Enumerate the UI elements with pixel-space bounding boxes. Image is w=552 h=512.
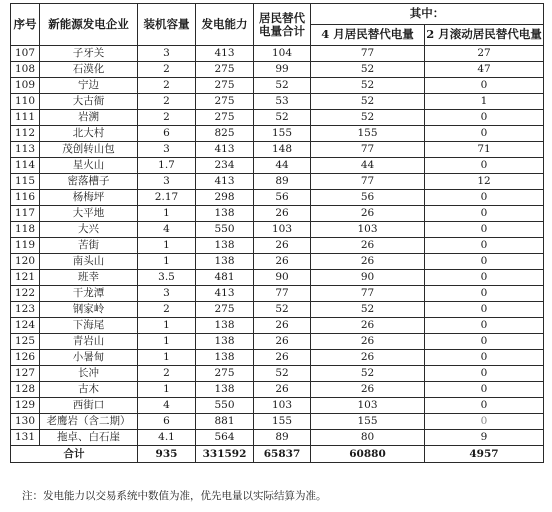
cell-seq: 117 [11, 206, 40, 222]
cell-april: 52 [311, 78, 425, 94]
cell-company: 拖卓、白石崖 [40, 430, 138, 446]
cell-generation: 138 [196, 238, 254, 254]
cell-capacity: 3 [138, 286, 196, 302]
cell-seq: 121 [11, 270, 40, 286]
cell-feb: 47 [425, 62, 544, 78]
cell-generation: 550 [196, 398, 254, 414]
cell-capacity: 1 [138, 382, 196, 398]
table-row [11, 334, 544, 350]
cell-total: 104 [254, 46, 311, 62]
cell-generation: 825 [196, 126, 254, 142]
cell-total: 90 [254, 270, 311, 286]
table-row [11, 206, 544, 222]
cell-april: 26 [311, 382, 425, 398]
document-page [10, 3, 544, 463]
totals-label: 合计 [11, 446, 138, 463]
cell-generation: 138 [196, 318, 254, 334]
cell-feb: 0 [425, 350, 544, 366]
table-row [11, 414, 544, 430]
cell-seq: 129 [11, 398, 40, 414]
cell-capacity: 2 [138, 110, 196, 126]
cell-company: 下海尾 [40, 318, 138, 334]
cell-generation: 881 [196, 414, 254, 430]
cell-total: 53 [254, 94, 311, 110]
cell-total: 103 [254, 222, 311, 238]
cell-seq: 122 [11, 286, 40, 302]
cell-feb: 0 [425, 126, 544, 142]
cell-capacity: 2 [138, 302, 196, 318]
cell-seq: 111 [11, 110, 40, 126]
cell-april: 155 [311, 126, 425, 142]
table-body [11, 46, 544, 463]
footnote: 注：发电能力以交易系统中数值为准，优先电量以实际结算为准。 [22, 490, 327, 502]
cell-capacity: 4.1 [138, 430, 196, 446]
table-row [11, 94, 544, 110]
cell-seq: 124 [11, 318, 40, 334]
cell-feb: 0 [425, 254, 544, 270]
table-row [11, 270, 544, 286]
residential-substitution-table [10, 3, 544, 463]
cell-seq: 123 [11, 302, 40, 318]
cell-april: 52 [311, 110, 425, 126]
cell-april: 52 [311, 62, 425, 78]
cell-april: 77 [311, 174, 425, 190]
cell-total: 26 [254, 206, 311, 222]
cell-april: 44 [311, 158, 425, 174]
cell-seq: 125 [11, 334, 40, 350]
cell-feb: 0 [425, 78, 544, 94]
cell-company: 古木 [40, 382, 138, 398]
table-row [11, 238, 544, 254]
cell-company: 子牙关 [40, 46, 138, 62]
cell-generation: 138 [196, 254, 254, 270]
cell-generation: 275 [196, 78, 254, 94]
cell-generation: 275 [196, 94, 254, 110]
cell-april: 26 [311, 206, 425, 222]
cell-total: 89 [254, 174, 311, 190]
table-row [11, 190, 544, 206]
cell-april: 56 [311, 190, 425, 206]
cell-capacity: 3 [138, 142, 196, 158]
cell-generation: 275 [196, 366, 254, 382]
cell-april: 26 [311, 254, 425, 270]
table-row [11, 110, 544, 126]
cell-total: 56 [254, 190, 311, 206]
cell-generation: 481 [196, 270, 254, 286]
cell-seq: 127 [11, 366, 40, 382]
cell-total: 155 [254, 414, 311, 430]
table-row [11, 222, 544, 238]
cell-generation: 413 [196, 46, 254, 62]
cell-generation: 275 [196, 62, 254, 78]
cell-april: 90 [311, 270, 425, 286]
table-row [11, 366, 544, 382]
cell-april: 77 [311, 142, 425, 158]
cell-feb: 0 [425, 286, 544, 302]
cell-seq: 120 [11, 254, 40, 270]
cell-total: 89 [254, 430, 311, 446]
cell-generation: 275 [196, 302, 254, 318]
cell-total: 103 [254, 398, 311, 414]
totals-feb: 4957 [425, 446, 544, 463]
cell-april: 103 [311, 398, 425, 414]
table-row [11, 350, 544, 366]
cell-total: 52 [254, 366, 311, 382]
cell-capacity: 6 [138, 126, 196, 142]
cell-total: 148 [254, 142, 311, 158]
cell-feb: 0 [425, 270, 544, 286]
cell-company: 大兴 [40, 222, 138, 238]
cell-capacity: 1 [138, 350, 196, 366]
table-row [11, 158, 544, 174]
cell-capacity: 1 [138, 318, 196, 334]
cell-total: 26 [254, 334, 311, 350]
cell-feb: 71 [425, 142, 544, 158]
cell-company: 大平地 [40, 206, 138, 222]
cell-seq: 118 [11, 222, 40, 238]
cell-april: 77 [311, 46, 425, 62]
cell-total: 26 [254, 382, 311, 398]
table-row [11, 286, 544, 302]
cell-generation: 564 [196, 430, 254, 446]
cell-capacity: 2 [138, 62, 196, 78]
cell-generation: 138 [196, 382, 254, 398]
cell-feb: 0 [425, 318, 544, 334]
cell-total: 26 [254, 318, 311, 334]
cell-april: 26 [311, 318, 425, 334]
table-row [11, 318, 544, 334]
cell-capacity: 3 [138, 46, 196, 62]
cell-april: 103 [311, 222, 425, 238]
cell-seq: 128 [11, 382, 40, 398]
table-header [11, 4, 544, 46]
header-group: 其中： [311, 4, 544, 25]
cell-april: 26 [311, 334, 425, 350]
cell-company: 青岩山 [40, 334, 138, 350]
cell-company: 杨梅坪 [40, 190, 138, 206]
cell-capacity: 1 [138, 238, 196, 254]
table-row [11, 382, 544, 398]
cell-april: 155 [311, 414, 425, 430]
cell-total: 26 [254, 238, 311, 254]
header-april: 4 月居民替代电量 [311, 25, 425, 46]
cell-seq: 109 [11, 78, 40, 94]
cell-feb: 0 [425, 398, 544, 414]
cell-generation: 138 [196, 350, 254, 366]
cell-seq: 131 [11, 430, 40, 446]
table-row [11, 126, 544, 142]
cell-company: 老鹰岩（含二期） [40, 414, 138, 430]
cell-generation: 413 [196, 142, 254, 158]
cell-company: 干龙潭 [40, 286, 138, 302]
table-row [11, 46, 544, 62]
totals-total: 65837 [254, 446, 311, 463]
cell-capacity: 2 [138, 366, 196, 382]
cell-feb: 0 [425, 110, 544, 126]
cell-feb: 9 [425, 430, 544, 446]
cell-capacity: 4 [138, 222, 196, 238]
cell-feb: 0 [425, 222, 544, 238]
cell-company: 宁边 [40, 78, 138, 94]
cell-generation: 413 [196, 174, 254, 190]
cell-feb: 0 [425, 334, 544, 350]
cell-generation: 298 [196, 190, 254, 206]
table-row [11, 142, 544, 158]
cell-feb: 0 [425, 158, 544, 174]
totals-row [11, 446, 544, 463]
cell-generation: 138 [196, 334, 254, 350]
cell-capacity: 1 [138, 254, 196, 270]
cell-seq: 130 [11, 414, 40, 430]
cell-capacity: 2 [138, 78, 196, 94]
cell-seq: 107 [11, 46, 40, 62]
cell-total: 99 [254, 62, 311, 78]
cell-seq: 108 [11, 62, 40, 78]
cell-feb: 0 [425, 190, 544, 206]
table-row [11, 62, 544, 78]
cell-capacity: 6 [138, 414, 196, 430]
header-generation: 发电能力 [196, 4, 254, 46]
cell-feb: 0 [425, 302, 544, 318]
cell-company: 茂创转山包 [40, 142, 138, 158]
cell-april: 52 [311, 302, 425, 318]
cell-company: 星火山 [40, 158, 138, 174]
cell-april: 26 [311, 238, 425, 254]
cell-capacity: 1 [138, 206, 196, 222]
table-row [11, 430, 544, 446]
cell-generation: 138 [196, 206, 254, 222]
cell-capacity: 2.17 [138, 190, 196, 206]
cell-total: 155 [254, 126, 311, 142]
cell-feb: 0 [425, 238, 544, 254]
cell-company: 石漠化 [40, 62, 138, 78]
totals-april: 60880 [311, 446, 425, 463]
header-total [254, 4, 311, 46]
cell-total: 52 [254, 110, 311, 126]
cell-april: 80 [311, 430, 425, 446]
header-seq: 序号 [11, 4, 40, 46]
cell-company: 班幸 [40, 270, 138, 286]
cell-april: 26 [311, 350, 425, 366]
cell-feb: 0 [425, 206, 544, 222]
cell-capacity: 3 [138, 174, 196, 190]
cell-capacity: 1 [138, 334, 196, 350]
cell-seq: 113 [11, 142, 40, 158]
cell-total: 52 [254, 302, 311, 318]
totals-generation: 331592 [196, 446, 254, 463]
table-row [11, 398, 544, 414]
cell-total: 77 [254, 286, 311, 302]
cell-total: 26 [254, 254, 311, 270]
table-row [11, 302, 544, 318]
cell-seq: 110 [11, 94, 40, 110]
cell-company: 南头山 [40, 254, 138, 270]
cell-april: 52 [311, 94, 425, 110]
cell-company: 钢家岭 [40, 302, 138, 318]
cell-generation: 413 [196, 286, 254, 302]
cell-feb: 0 [425, 382, 544, 398]
cell-feb: 12 [425, 174, 544, 190]
cell-seq: 126 [11, 350, 40, 366]
cell-company: 大古衙 [40, 94, 138, 110]
header-total-line2: 电量合计 [259, 23, 305, 38]
cell-seq: 119 [11, 238, 40, 254]
cell-generation: 550 [196, 222, 254, 238]
cell-company: 长冲 [40, 366, 138, 382]
cell-generation: 275 [196, 110, 254, 126]
cell-capacity: 1.7 [138, 158, 196, 174]
cell-company: 北大村 [40, 126, 138, 142]
cell-company: 小暑甸 [40, 350, 138, 366]
cell-capacity: 3.5 [138, 270, 196, 286]
header-company: 新能源发电企业 [40, 4, 138, 46]
cell-total: 26 [254, 350, 311, 366]
totals-capacity: 935 [138, 446, 196, 463]
cell-total: 44 [254, 158, 311, 174]
cell-total: 52 [254, 78, 311, 94]
cell-capacity: 4 [138, 398, 196, 414]
cell-company: 密落槽子 [40, 174, 138, 190]
table-row [11, 174, 544, 190]
cell-company: 岩溯 [40, 110, 138, 126]
table-row [11, 254, 544, 270]
cell-feb: 1 [425, 94, 544, 110]
cell-capacity: 2 [138, 94, 196, 110]
header-capacity: 装机容量 [138, 4, 196, 46]
cell-feb: 0 [425, 414, 544, 430]
table-row [11, 78, 544, 94]
cell-seq: 115 [11, 174, 40, 190]
cell-feb: 27 [425, 46, 544, 62]
header-feb: 2 月滚动居民替代电量 [425, 25, 544, 46]
cell-company: 西街口 [40, 398, 138, 414]
cell-feb: 0 [425, 366, 544, 382]
cell-company: 苦街 [40, 238, 138, 254]
cell-april: 52 [311, 366, 425, 382]
cell-generation: 234 [196, 158, 254, 174]
cell-seq: 114 [11, 158, 40, 174]
cell-april: 77 [311, 286, 425, 302]
cell-seq: 112 [11, 126, 40, 142]
header-total-line1: 居民替代 [259, 10, 305, 25]
cell-seq: 116 [11, 190, 40, 206]
